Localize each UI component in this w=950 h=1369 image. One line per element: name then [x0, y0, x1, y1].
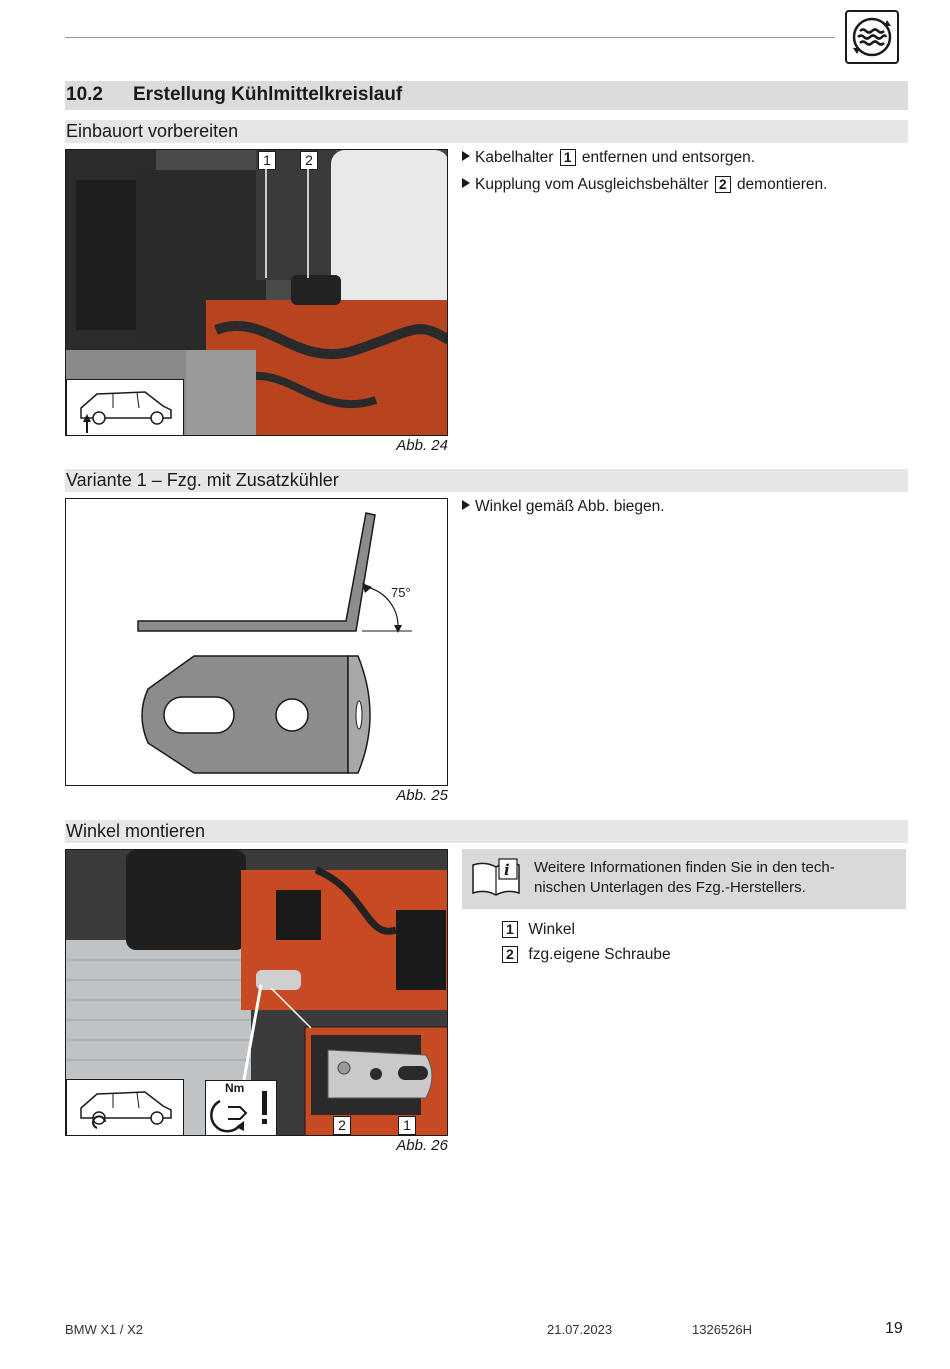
ref-number: 2: [502, 946, 518, 963]
page-number: 19: [885, 1320, 903, 1337]
ref-number: 2: [715, 176, 731, 193]
info-text: Weitere Informationen finden Sie in den tech- nischen Unterlagen des Fzg.-Herstellers.: [534, 859, 835, 896]
step-kabelhalter: Kabelhalter 1 entfernen und entsorgen.: [462, 149, 755, 167]
bullet-arrow-icon: [462, 500, 470, 510]
drawing-abb-25: [65, 498, 448, 786]
caption-abb-25: Abb. 25: [396, 787, 448, 804]
section-title: Erstellung Kühlmittelkreislauf: [133, 84, 403, 105]
caption-abb-26: Abb. 26: [396, 1137, 448, 1154]
header-rule: [65, 37, 835, 38]
footer-doc-number: 1326526H: [692, 1322, 752, 1337]
legend-item-2: 2 fzg.eigene Schraube: [500, 946, 671, 964]
torque-label: Nm: [225, 1081, 245, 1095]
coolant-circuit-icon: [845, 10, 899, 64]
callout-1: 1: [398, 1116, 416, 1135]
footer-date: 21.07.2023: [547, 1322, 613, 1337]
car-view-icon: [66, 1079, 184, 1136]
svg-text:i: i: [504, 861, 510, 879]
subheading-winkel-montieren: Winkel montieren: [66, 821, 206, 841]
caption-abb-24: Abb. 24: [396, 437, 448, 454]
manual-info-icon: [471, 857, 521, 897]
footer-model: BMW X1 / X2: [65, 1322, 144, 1337]
ref-number: 1: [502, 921, 518, 938]
ref-number: 1: [560, 149, 576, 166]
callout-leader-lines: [258, 168, 328, 288]
step-winkel-biegen: Winkel gemäß Abb. biegen.: [462, 498, 665, 516]
subheading-einbauort: Einbauort vorbereiten: [66, 121, 239, 141]
callout-2: 2: [300, 151, 318, 170]
subheading-variante-1: Variante 1 – Fzg. mit Zusatzkühler: [66, 470, 339, 490]
callout-2: 2: [333, 1116, 351, 1135]
angle-label: 75°: [391, 585, 411, 600]
car-view-icon: [66, 379, 184, 436]
step-kupplung: Kupplung vom Ausgleichsbehälter 2 demontieren.: [462, 176, 827, 194]
legend-item-1: 1 Winkel: [500, 921, 575, 939]
callout-1: 1: [258, 151, 276, 170]
section-number: 10.2: [66, 84, 103, 105]
bullet-arrow-icon: [462, 178, 470, 188]
bullet-arrow-icon: [462, 151, 470, 161]
